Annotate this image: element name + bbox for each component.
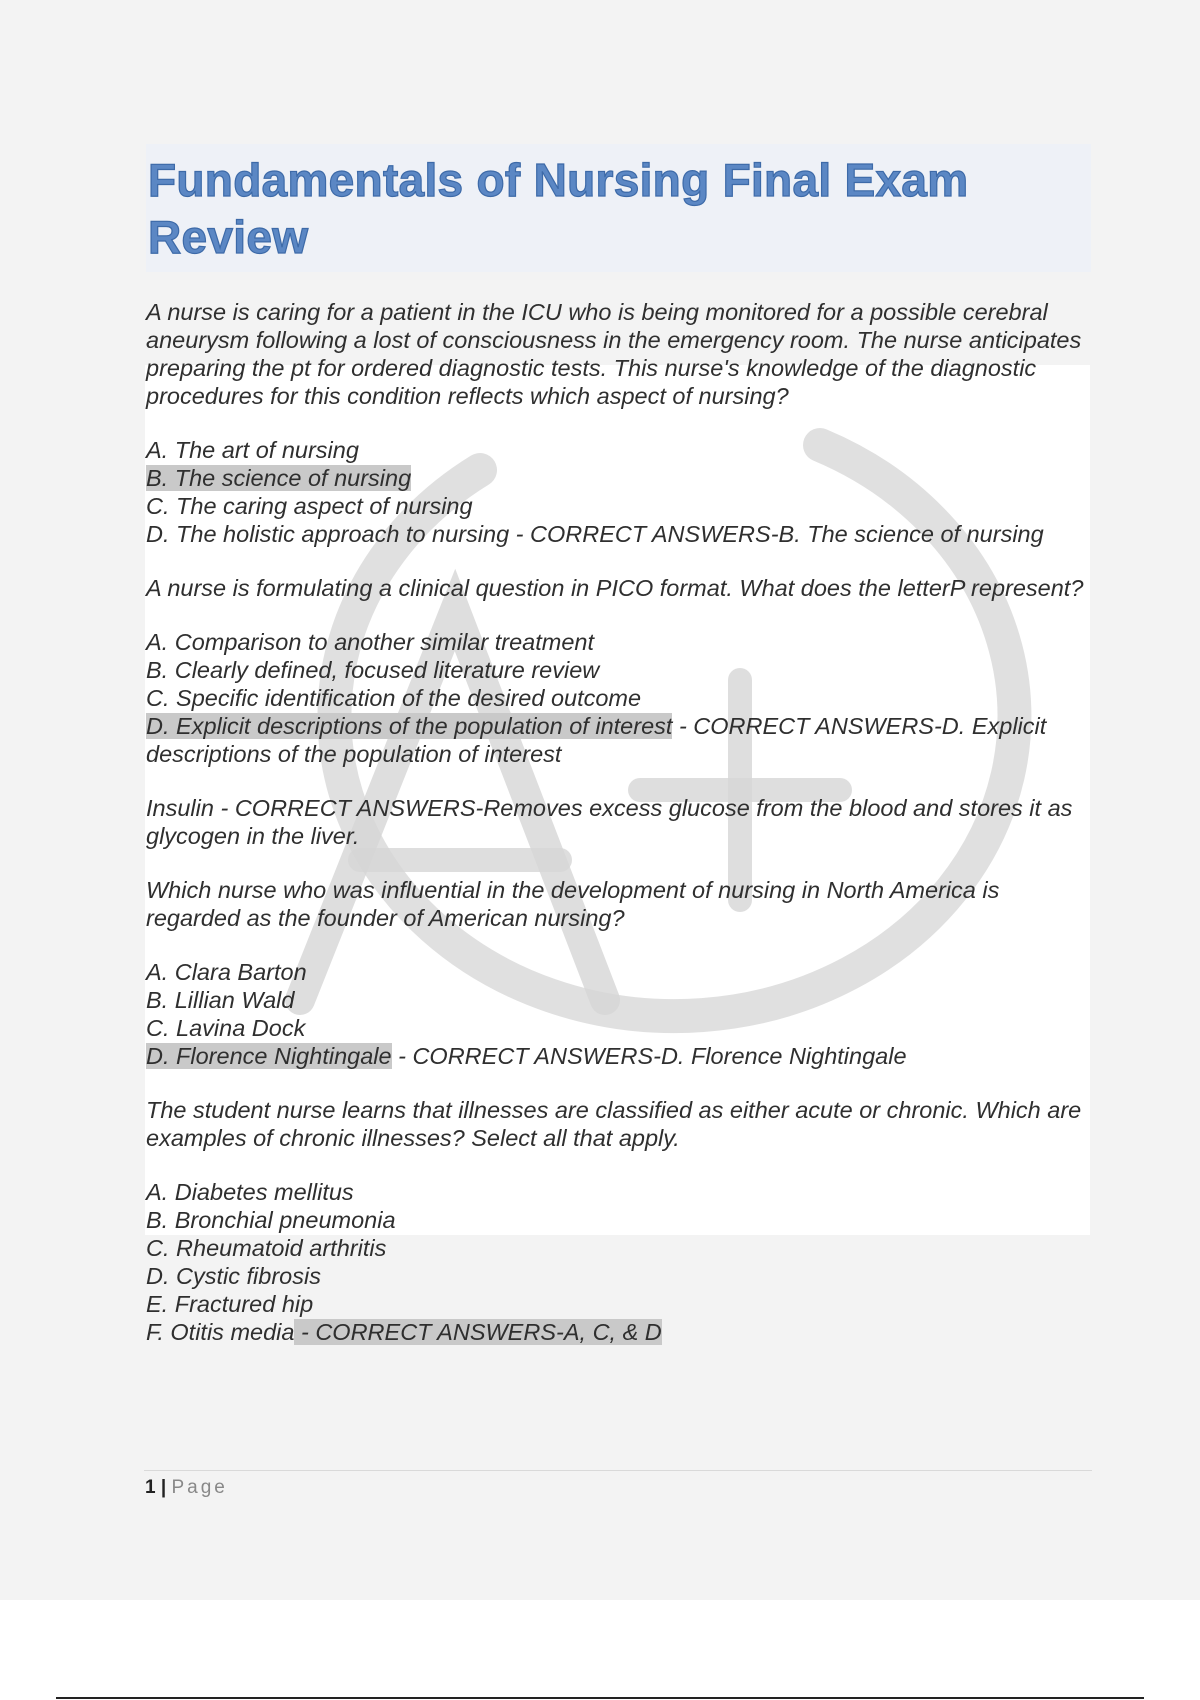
- question-1-options: [146, 436, 1091, 548]
- highlighted-option: B. The science of nursing: [146, 465, 412, 491]
- term-name: Insulin: [146, 795, 214, 821]
- option-a: A. Diabetes mellitus: [146, 1179, 354, 1205]
- question-2-options: [146, 628, 1091, 768]
- question-stem: A nurse is formulating a clinical question in PICO format. What does the letterP represent?: [146, 575, 1084, 601]
- highlighted-option: D. Explicit descriptions of the population of interest: [146, 713, 673, 739]
- correct-answer: - CORRECT ANSWERS-A, C, & D: [294, 1319, 662, 1345]
- option-text: F. Otitis media: [146, 1319, 295, 1345]
- question-5-options: [146, 1178, 1091, 1346]
- correct-answer: - CORRECT ANSWERS-B. The science of nursing: [509, 521, 1044, 547]
- question-stem: The student nurse learns that illnesses are classified as either acute or chronic. Which are examples of chronic illnesses? Select all that apply.: [146, 1097, 1082, 1151]
- highlighted-option: D. Florence Nightingale: [146, 1043, 392, 1069]
- option-d: D. Cystic fibrosis: [146, 1263, 321, 1289]
- option-b: B. Bronchial pneumonia: [146, 1207, 396, 1233]
- document-title: Fundamentals of Nursing Final Exam Review: [148, 154, 969, 263]
- page-footer: [145, 1477, 228, 1499]
- question-2: [146, 574, 1091, 602]
- page-label: Page: [171, 1477, 228, 1498]
- correct-answer: - CORRECT ANSWERS-D. Explicit descriptions of the population of interest: [146, 713, 1047, 767]
- option-c: C. The caring aspect of nursing: [146, 493, 473, 519]
- option-f: [146, 1318, 1091, 1346]
- option-a: A. The art of nursing: [146, 437, 359, 463]
- option-e: E. Fractured hip: [146, 1291, 314, 1317]
- page-number: 1: [145, 1477, 156, 1498]
- correct-answer: - CORRECT ANSWERS-Removes excess glucose from the blood and stores it as glycogen in the liver.: [146, 795, 1073, 849]
- option-d: [146, 712, 1091, 768]
- option-b: [146, 464, 1091, 492]
- question-stem: Which nurse who was influential in the development of nursing in North America is regarded as the founder of American nursing?: [146, 877, 1000, 931]
- correct-answer: - CORRECT ANSWERS-D. Florence Nightingale: [391, 1043, 907, 1069]
- question-1: [146, 298, 1091, 410]
- footer-divider: [144, 1470, 1092, 1471]
- option-a: A. Comparison to another similar treatment: [146, 629, 594, 655]
- option-c: C. Specific identification of the desired outcome: [146, 685, 642, 711]
- question-5: [146, 1096, 1091, 1152]
- option-c: C. Rheumatoid arthritis: [146, 1235, 387, 1261]
- option-b: B. Clearly defined, focused literature review: [146, 657, 600, 683]
- footer-separator: |: [160, 1477, 167, 1498]
- question-4-options: [146, 958, 1091, 1070]
- option-c: C. Lavina Dock: [146, 1015, 306, 1041]
- title-box: [146, 144, 1091, 272]
- bottom-divider: [56, 1697, 1144, 1699]
- document-body: [146, 144, 1091, 1346]
- option-d: [146, 1042, 1091, 1070]
- option-a: A. Clara Barton: [146, 959, 307, 985]
- question-4: [146, 876, 1091, 932]
- option-text: D. The holistic approach to nursing: [146, 521, 510, 547]
- question-stem: A nurse is caring for a patient in the ICU who is being monitored for a possible cerebral aneurysm following a lost of consciousness in the emergency room. The nurse anticipates preparing the pt for ordered diagnostic tests. This nurse's knowledge of the diagnostic procedures for this condition reflects which aspect of nursing?: [146, 299, 1082, 409]
- term-insulin: [146, 794, 1091, 850]
- option-b: B. Lillian Wald: [146, 987, 295, 1013]
- option-d: [146, 520, 1091, 548]
